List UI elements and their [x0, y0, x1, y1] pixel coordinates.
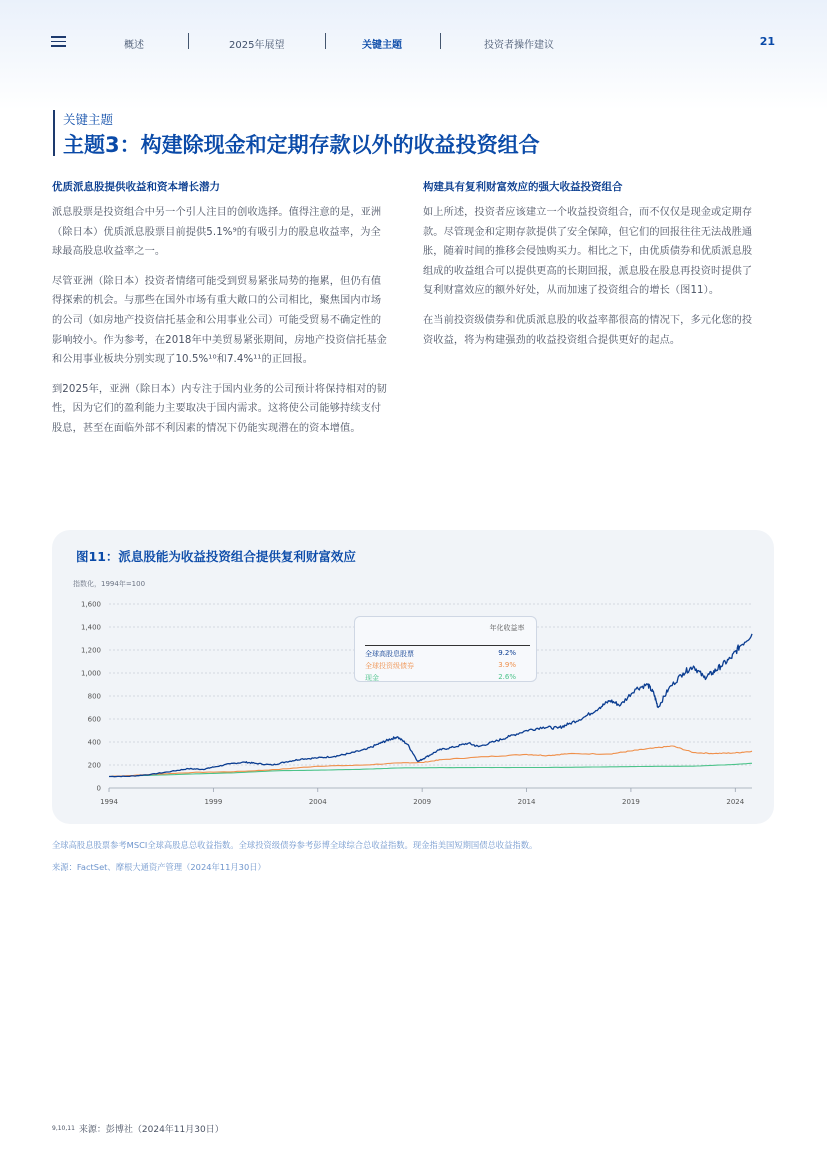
nav-divider	[188, 33, 189, 49]
y-tick-label: 1,200	[80, 646, 101, 655]
legend-series-name: 全球高股息股票	[365, 650, 414, 658]
legend-series-name: 现金	[365, 674, 379, 682]
legend-row-bonds	[365, 661, 530, 673]
y-tick-label: 1,600	[80, 600, 101, 609]
x-tick-label: 2009	[413, 798, 432, 806]
legend-header: 年化收益率	[489, 624, 525, 632]
chart-legend	[354, 616, 537, 682]
menu-icon[interactable]	[51, 36, 66, 48]
header-background	[0, 0, 827, 110]
legend-row-equities	[365, 649, 530, 661]
y-tick-label: 0	[96, 784, 101, 793]
y-tick-label: 200	[87, 761, 101, 770]
title-accent-bar	[53, 110, 55, 156]
page-title: 主题3：构建除现金和定期存款以外的收益投资组合	[63, 133, 540, 157]
left-column	[52, 180, 389, 449]
right-heading: 构建具有复利财富效应的强大收益投资组合	[423, 181, 623, 193]
nav-divider	[325, 33, 326, 49]
right-paragraph: 如上所述，投资者应该建立一个收益投资组合，而不仅仅是现金或定期存款。尽管现金和定期存款提供了安全保障，但它们的回报往往无法战胜通胀，随着时间的推移会侵蚀购买力。相比之下，由优质债券和优质派息股组成的收益组合可以提供更高的长期回报，派息股在股息再投资时提供了复利财富效应的额外好处，从而加速了投资组合的增长（图11）。	[423, 207, 753, 297]
footer-refs: 9,10,11	[52, 1125, 75, 1132]
nav-divider	[440, 33, 441, 49]
legend-series-value: 9.2%	[498, 649, 516, 657]
right-column	[423, 180, 760, 360]
chart-card	[52, 530, 774, 824]
left-paragraph: 尽管亚洲（除日本）投资者情绪可能受到贸易紧张局势的拖累，但仍有值得探索的机会。与那些在国外市场有重大敞口的公司相比，聚焦国内市场的公司（如房地产投资信托基金和公用事业公司）可能受贸易不确定性的影响较小。作为参考，在2018年中美贸易紧张期间，房地产投资信托基金和公用事业板块分别实现了10.5%¹⁰和7.4%¹¹的正回报。	[52, 275, 387, 366]
page-number: 21	[759, 35, 775, 48]
footer-source	[52, 1122, 224, 1135]
chart-source: 来源：FactSet、摩根大通资产管理（2024年11月30日）	[52, 862, 266, 872]
chart-note: 全球高股息股票参考MSCI全球高股息总收益指数。全球投资级债券参考彭博全球综合总收益指数。现金指美国短期国债总收益指数。	[52, 840, 538, 850]
nav-overview[interactable]: 概述	[124, 40, 144, 51]
legend-series-value: 2.6%	[498, 673, 516, 681]
x-tick-label: 2014	[517, 798, 536, 806]
x-tick-label: 2004	[308, 798, 327, 806]
left-paragraph: 到2025年，亚洲（除日本）内专注于国内业务的公司预计将保持相对的韧性，因为它们的盈利能力主要取决于国内需求。这将使公司能够持续支付股息，甚至在面临外部不利因素的情况下仍能实现潜在的资本增值。	[52, 383, 387, 434]
x-tick-label: 2019	[622, 798, 640, 806]
legend-series-value: 3.9%	[498, 661, 516, 669]
section-label: 关键主题	[63, 112, 114, 127]
footer-text: 来源：彭博社（2024年11月30日）	[78, 1125, 224, 1135]
nav-investor-actions[interactable]: 投资者操作建议	[484, 40, 554, 51]
y-tick-label: 1,000	[80, 669, 101, 678]
left-heading: 优质派息股提供收益和资本增长潜力	[52, 181, 220, 193]
legend-series-name: 全球投资级债券	[365, 662, 414, 670]
right-paragraph: 在当前投资级债券和优质派息股的收益率都很高的情况下，多元化您的投资收益，将为构建强劲的收益投资组合提供更好的起点。	[423, 314, 753, 346]
nav-key-themes[interactable]: 关键主题	[362, 40, 402, 51]
series-line-bonds	[109, 746, 752, 777]
y-tick-label: 600	[87, 715, 101, 724]
legend-rule	[365, 645, 530, 646]
x-tick-label: 2024	[726, 798, 745, 806]
x-tick-label: 1994	[100, 798, 118, 806]
left-paragraph: 派息股票是投资组合中另一个引人注目的创收选择。值得注意的是，亚洲（除日本）优质派息股票目前提供5.1%⁹的有吸引力的股息收益率，为全球最高股息收益率之一。	[52, 207, 382, 258]
x-tick-label: 1999	[204, 798, 223, 806]
nav-outlook-2025[interactable]: 2025年展望	[229, 40, 285, 51]
y-axis-caption: 指数化，1994年=100	[73, 580, 146, 588]
y-tick-label: 800	[87, 692, 101, 701]
legend-row-cash	[365, 673, 530, 685]
chart-title: 图11：派息股能为收益投资组合提供复利财富效应	[76, 549, 356, 564]
y-tick-label: 1,400	[80, 623, 101, 632]
y-tick-label: 400	[87, 738, 101, 747]
